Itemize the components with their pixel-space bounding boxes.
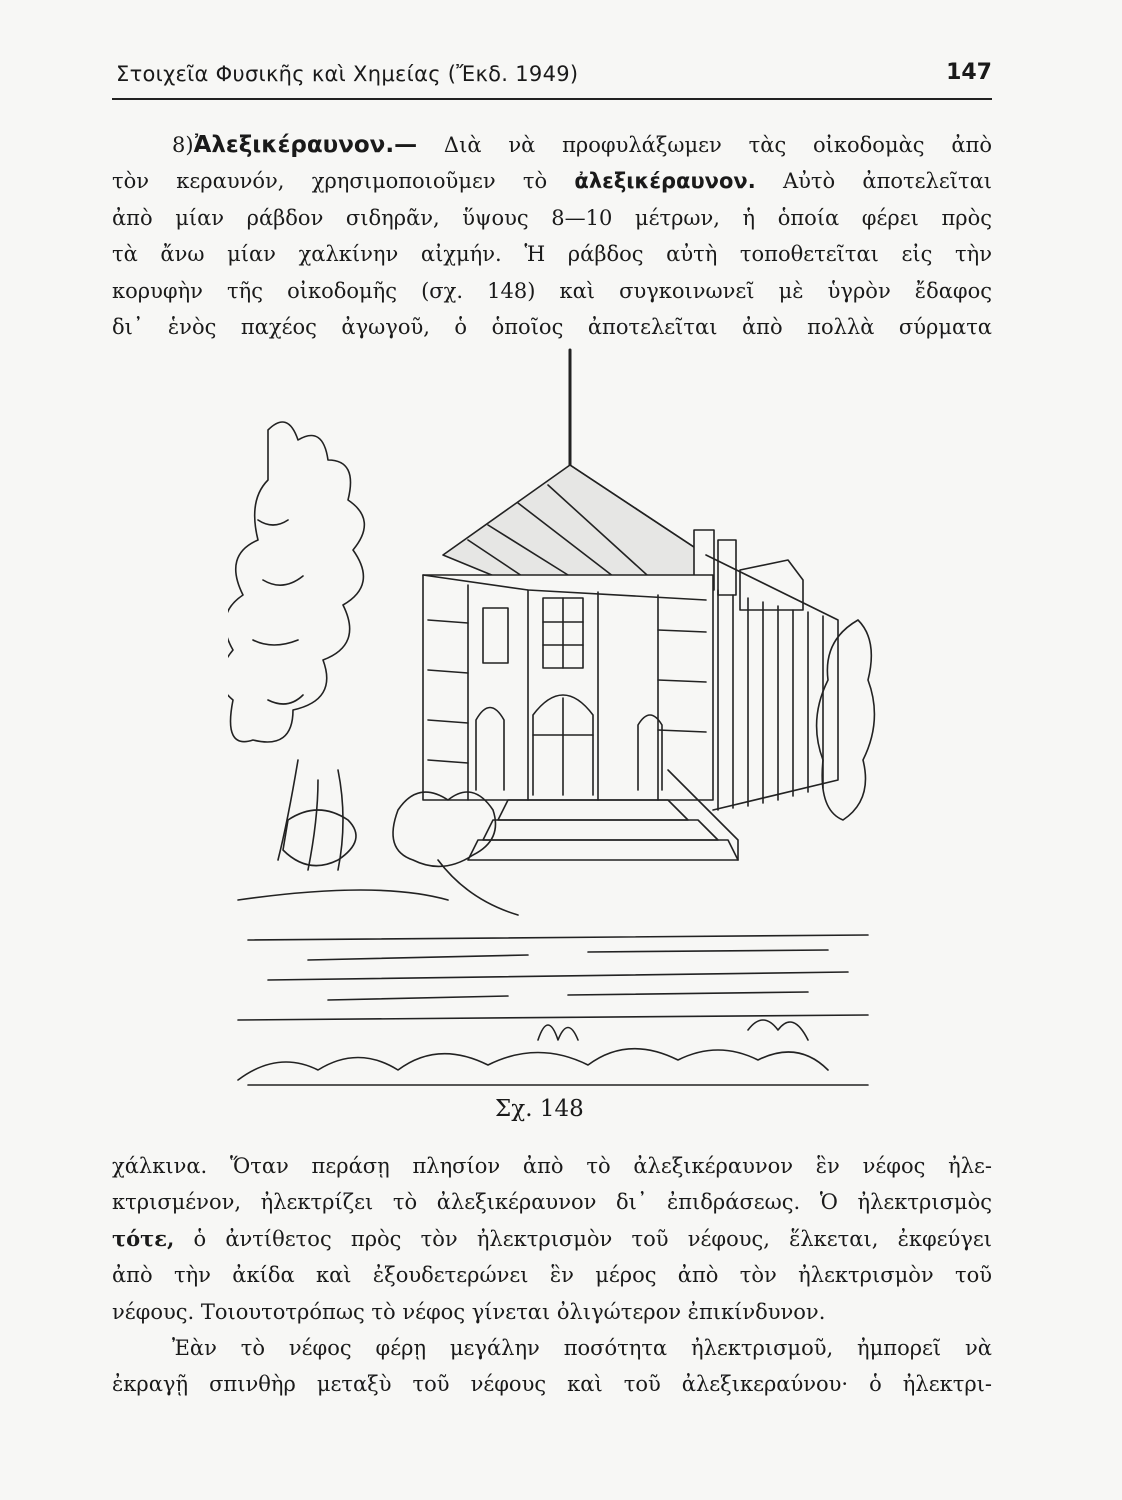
text-line [112,1221,992,1257]
text-line: νέφους. Τοιουτοτρόπως τὸ νέφος γίνεται ὀλιγώτερον ἐπικίνδυνον. [112,1299,826,1324]
text-line: τὰ ἄνω μίαν χαλκίνην αἰχμήν. Ἡ ράβδος αὐτὴ τοποθετεῖται εἰς τὴν [112,242,992,267]
text-line: ἀπὸ τὴν ἀκίδα καὶ ἐξουδετερώνει ἓν μέρος ἀπὸ τὸν ἠλεκτρισμὸν τοῦ [112,1263,992,1288]
text-line: ἀπὸ μίαν ράβδον σιδηρᾶν, ὕψους 8—10 μέτρων, ἡ ὁποία φέρει πρὸς [112,205,992,230]
running-header [112,58,992,100]
text-line: κορυφὴν τῆς οἰκοδομῆς (σχ. 148) καὶ συγκοινωνεῖ μὲ ὑγρὸν ἔδαφος [112,278,992,303]
text-line-part: τὸν κεραυνόν, χρησιμοποιοῦμεν τὸ [112,169,575,194]
figure-illustration [228,340,888,1100]
text-line-part: Αὐτὸ ἀποτελεῖται [755,169,993,194]
section-heading: Ἀλεξικέραυνον.— [193,132,418,158]
text-line-part: ὁ ἀντίθετος πρὸς τὸν ἠλεκτρισμὸν τοῦ νέφους, ἕλκεται, ἐκφεύγει [174,1226,992,1251]
figure-caption: Σχ. 148 [495,1096,584,1122]
bold-word: τότε, [112,1225,175,1251]
text-line [112,127,992,163]
text-line: ἐκραγῇ σπινθὴρ μεταξὺ τοῦ νέφους καὶ τοῦ ἀλεξικεραύνου· ὁ ἠλεκτρι- [112,1372,992,1397]
text-line [112,163,992,199]
key-term: ἀλεξικέραυνον. [574,169,756,194]
page-number: 147 [946,60,992,85]
running-title: Στοιχεῖα Φυσικῆς καὶ Χημείας (Ἔκδ. 1949) [116,62,579,86]
section-paragraph [112,127,992,345]
text-line: χάλκινα. Ὅταν περάσῃ πλησίον ἀπὸ τὸ ἀλεξικέραυνον ἓν νέφος ἠλε- [112,1154,992,1178]
text-line-part: Διὰ νὰ προφυλάξωμεν τὰς οἰκοδομὰς ἀπὸ [417,133,992,157]
text-line: κτρισμένον, ἠλεκτρίζει τὸ ἀλεξικέραυνον δι᾿ ἐπιδράσεως. Ὁ ἠλεκτρισμὸς [112,1190,992,1215]
lightning-rod-house-illustration [228,340,888,1100]
text-line: δι᾿ ἑνὸς παχέος ἀγωγοῦ, ὁ ὁποῖος ἀποτελεῖται ἀπὸ πολλὰ σύρματα [112,315,992,340]
continuation-paragraph [112,1148,992,1403]
text-line: Ἐὰν τὸ νέφος φέρῃ μεγάλην ποσότητα ἠλεκτρισμοῦ, ἠμπορεῖ νὰ [172,1336,992,1361]
section-number: 8) [172,133,194,157]
